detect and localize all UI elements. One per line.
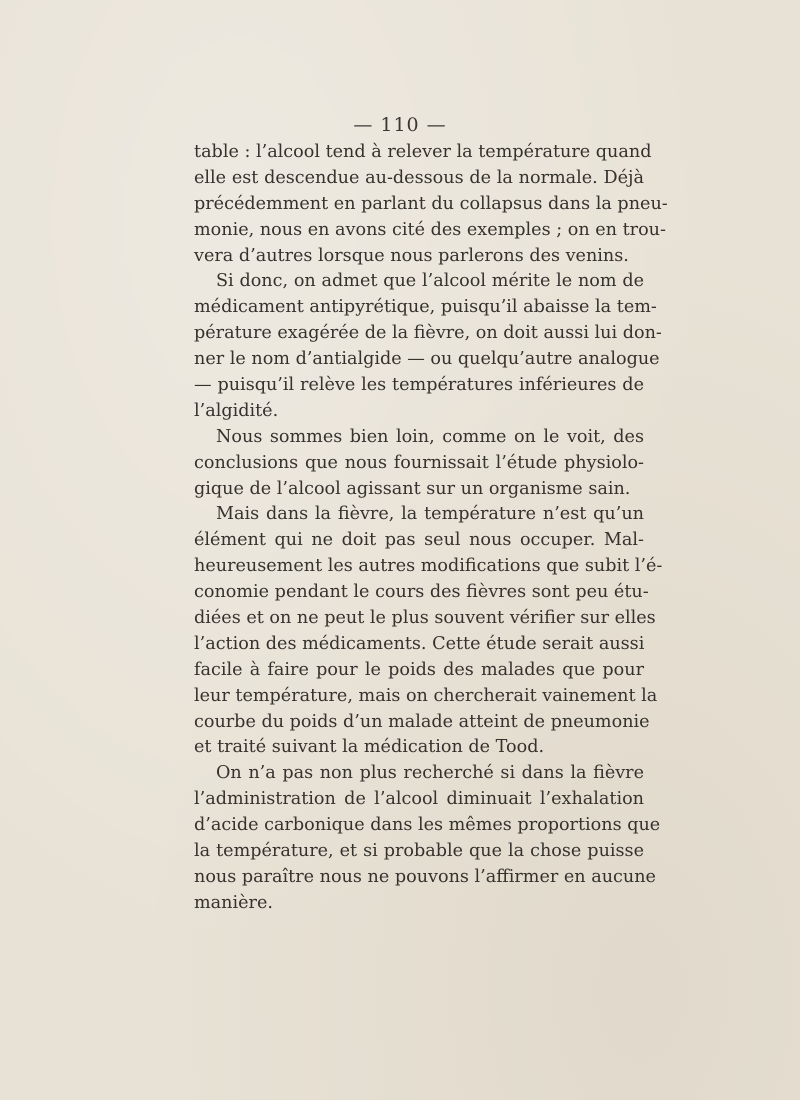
text-line: nous paraître nous ne pouvons l’affirmer en aucune bbox=[194, 866, 656, 887]
text-line: elle est descendue au-dessous de la normale. Déjà bbox=[194, 167, 644, 188]
text-line: Nous sommes bien loin, comme on le voit, des bbox=[216, 426, 644, 447]
text-line: leur température, mais on chercherait vainement la bbox=[194, 685, 658, 706]
text-line: médicament antipyrétique, puisqu’il abaisse la tem- bbox=[194, 297, 657, 318]
text-line: d’acide carbonique dans les mêmes proportions que bbox=[194, 815, 661, 836]
text-line: la température, et si probable que la chose puisse bbox=[194, 841, 644, 862]
text-line: courbe du poids d’un malade atteint de pneumonie bbox=[194, 711, 650, 732]
text-line: facile à faire pour le poids des malades que pour bbox=[194, 659, 644, 680]
text-line: vera d’autres lorsque nous parlerons des venins. bbox=[194, 245, 629, 266]
text-line: élément qui ne doit pas seul nous occuper. Mal- bbox=[194, 530, 644, 551]
text-line: gique de l’alcool agissant sur un organisme sain. bbox=[194, 478, 631, 499]
text-line: diées et on ne peut le plus souvent vérifier sur elles bbox=[194, 608, 656, 629]
text-line: table : l’alcool tend à relever la température quand bbox=[194, 142, 652, 162]
text-line: pérature exagérée de la fièvre, on doit aussi lui don- bbox=[194, 323, 662, 344]
text-line: conomie pendant le cours des fièvres sont peu étu- bbox=[194, 582, 649, 603]
page-number: — 110 — bbox=[353, 114, 447, 136]
text-line: — puisqu’il relève les températures inférieures de bbox=[194, 375, 644, 396]
text-line: manière. bbox=[194, 892, 273, 913]
text-line: et traité suivant la médication de Tood. bbox=[194, 737, 545, 758]
text-line: On n’a pas non plus recherché si dans la fièvre bbox=[216, 763, 644, 784]
text-line: Si donc, on admet que l’alcool mérite le nom de bbox=[216, 271, 644, 292]
text-line: conclusions que nous fournissait l’étude physiolo- bbox=[194, 452, 644, 473]
body-text bbox=[194, 140, 668, 917]
text-line: l’action des médicaments. Cette étude serait aussi bbox=[194, 633, 645, 654]
text-line: monie, nous en avons cité des exemples ; on en trou- bbox=[194, 219, 666, 240]
text-line: ner le nom d’antialgide — ou quelqu’autre analogue bbox=[194, 349, 660, 370]
text-line: l’algidité. bbox=[194, 400, 279, 421]
text-line: précédemment en parlant du collapsus dans la pneu- bbox=[194, 193, 668, 214]
text-line: heureusement les autres modifications que subit l’é- bbox=[194, 556, 663, 577]
text-line: l’administration de l’alcool diminuait l’exhalation bbox=[194, 789, 644, 810]
text-line: Mais dans la fièvre, la température n’est qu’un bbox=[216, 504, 644, 525]
